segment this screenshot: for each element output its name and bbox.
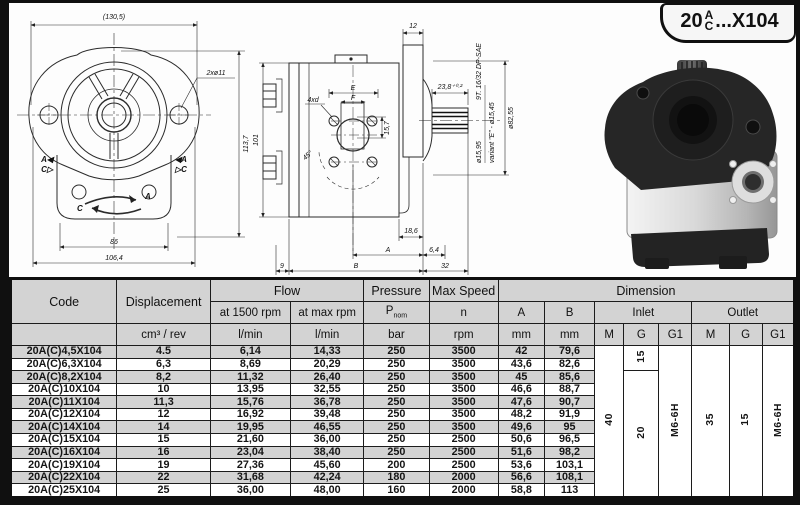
cell-disp: 10 (117, 383, 210, 396)
cell-code: 20A(C)14X104 (11, 421, 117, 434)
cell-disp: 4.5 (117, 346, 210, 359)
side-dim-flange-thickness: 12 (409, 23, 417, 30)
side-dim-9: 9 (280, 263, 284, 270)
cell-speed: 2500 (429, 446, 498, 459)
cell-speed: 3500 (429, 396, 498, 409)
col-header-b: B (544, 302, 594, 324)
cell-flow1500: 16,92 (210, 408, 290, 421)
col-header-pressure-symbol (364, 302, 429, 324)
front-right-port-a-label: ◀A (175, 155, 187, 164)
cell-speed: 2500 (429, 459, 498, 472)
cell-disp: 11,3 (117, 396, 210, 409)
inlet-m-value: 40 (602, 413, 615, 426)
front-dim-mount-holes: 2xø11 (206, 70, 226, 77)
cell-b: 90,7 (544, 396, 594, 409)
cell-pressure: 250 (364, 396, 429, 409)
side-angle-label: 45° (301, 149, 315, 163)
cell-b: 98,2 (544, 446, 594, 459)
cell-code: 20A(C)15X104 (11, 434, 117, 447)
cell-code: 20A(C)25X104 (11, 484, 117, 498)
side-dim-e: E (350, 85, 356, 92)
front-dim-mount-spacing: 106,4 (105, 255, 123, 262)
col-header-max-speed: Max Speed (429, 279, 498, 302)
model-variant-a: A (704, 7, 714, 22)
cell-pressure: 250 (364, 346, 429, 359)
cell-a: 43,6 (498, 358, 544, 371)
cell-pressure: 180 (364, 471, 429, 484)
cell-b: 85,6 (544, 371, 594, 384)
unit-b: mm (544, 324, 594, 346)
col-header-a: A (498, 302, 544, 324)
cell-b: 82,6 (544, 358, 594, 371)
cell-code: 20A(C)11X104 (11, 396, 117, 409)
unit-code-empty (11, 324, 117, 346)
table-row (11, 346, 795, 359)
unit-flow-1500: l/min (210, 324, 290, 346)
cell-flowmax: 26,40 (291, 371, 364, 384)
side-dim-f: F (350, 95, 356, 102)
cell-speed: 2000 (429, 484, 498, 498)
cell-speed: 3500 (429, 346, 498, 359)
pump-body (604, 60, 777, 269)
side-view-geometry (263, 45, 501, 255)
front-right-port-c-label: ▷C (175, 165, 187, 174)
specification-table (9, 277, 796, 499)
cell-a: 49,6 (498, 421, 544, 434)
cell-a: 45 (498, 371, 544, 384)
cell-flow1500: 36,00 (210, 484, 290, 498)
cell-flowmax: 38,40 (291, 446, 364, 459)
unit-displacement: cm³ / rev (117, 324, 210, 346)
cell-code: 20A(C)8,2X104 (11, 371, 117, 384)
cell-flow1500: 15,76 (210, 396, 290, 409)
unit-speed: rpm (429, 324, 498, 346)
unit-pressure: bar (364, 324, 429, 346)
unit-a: mm (498, 324, 544, 346)
side-bolt-holes-label: 4xd (307, 97, 319, 104)
front-dim-overall-width: (130,5) (102, 14, 126, 21)
col-header-outlet-g: G (729, 324, 762, 346)
side-pilot-diameter: ø82,55 (508, 107, 515, 129)
cell-inlet-g1 (659, 346, 692, 498)
cell-a: 47,6 (498, 396, 544, 409)
cell-code: 20A(C)19X104 (11, 459, 117, 472)
product-photo (601, 58, 793, 270)
cell-disp: 8,2 (117, 371, 210, 384)
outlet-m-value: 35 (704, 413, 717, 426)
cell-disp: 25 (117, 484, 210, 498)
cell-b: 88,7 (544, 383, 594, 396)
cell-flow1500: 11,32 (210, 371, 290, 384)
side-dim-b: B (353, 263, 359, 270)
side-dim-port-offset: 15,7 (384, 121, 391, 135)
cell-b: 108,1 (544, 471, 594, 484)
cell-code: 20A(C)10X104 (11, 383, 117, 396)
technical-drawing-area (9, 3, 796, 277)
col-header-inlet: Inlet (595, 302, 692, 324)
cell-flowmax: 36,78 (291, 396, 364, 409)
cell-pressure: 160 (364, 484, 429, 498)
side-dim-a: A (385, 247, 391, 254)
front-rotation-c-label: C (77, 204, 83, 213)
unit-flow-max: l/min (291, 324, 364, 346)
side-dim-shaft-length: 23,8⁺⁰·² (437, 84, 463, 91)
cell-flow1500: 6,14 (210, 346, 290, 359)
cell-pressure: 250 (364, 408, 429, 421)
cell-disp: 12 (117, 408, 210, 421)
side-dim-18-6: 18,6 (404, 228, 418, 235)
front-view-drawing (9, 5, 259, 277)
cell-flowmax: 42,24 (291, 471, 364, 484)
inlet-g-rest-value: 20 (635, 425, 648, 439)
cell-pressure: 250 (364, 358, 429, 371)
cell-inlet-g-rest (624, 371, 659, 498)
col-header-outlet-m: M (692, 324, 729, 346)
front-left-port-a-label: A◀ (41, 155, 53, 164)
cell-flow1500: 31,68 (210, 471, 290, 484)
col-header-outlet-g1: G1 (762, 324, 794, 346)
cell-outlet-m (692, 346, 729, 498)
outlet-g-value: 15 (739, 413, 752, 426)
col-header-inlet-m: M (595, 324, 624, 346)
cell-b: 95 (544, 421, 594, 434)
cell-a: 51,6 (498, 446, 544, 459)
cell-speed: 3500 (429, 383, 498, 396)
cell-flow1500: 21,60 (210, 434, 290, 447)
cell-speed: 3500 (429, 408, 498, 421)
cell-speed: 3500 (429, 371, 498, 384)
cell-flowmax: 36,00 (291, 434, 364, 447)
cell-code: 20A(C)22X104 (11, 471, 117, 484)
cell-disp: 19 (117, 459, 210, 472)
cell-flowmax: 48,00 (291, 484, 364, 498)
cell-speed: 2000 (429, 471, 498, 484)
col-header-pressure: Pressure (364, 279, 429, 302)
cell-flow1500: 19,95 (210, 421, 290, 434)
col-header-outlet: Outlet (692, 302, 795, 324)
cell-a: 53,6 (498, 459, 544, 472)
cell-outlet-g1 (762, 346, 794, 498)
side-shaft-variant: variant "E" - ø15,45 (489, 102, 496, 163)
cell-pressure: 250 (364, 383, 429, 396)
inlet-g1-value: M6-6H (669, 402, 682, 437)
cell-pressure: 250 (364, 371, 429, 384)
cell-code: 20A(C)16X104 (11, 446, 117, 459)
cell-a: 46,6 (498, 383, 544, 396)
cell-b: 113 (544, 484, 594, 498)
side-view-dimension-lines (259, 29, 509, 275)
cell-disp: 22 (117, 471, 210, 484)
cell-flow1500: 13,95 (210, 383, 290, 396)
cell-a: 58,8 (498, 484, 544, 498)
inlet-g-first-value: 15 (635, 350, 648, 364)
cell-a: 50,6 (498, 434, 544, 447)
col-header-flow: Flow (210, 279, 364, 302)
cell-pressure: 250 (364, 421, 429, 434)
cell-flow1500: 27,36 (210, 459, 290, 472)
col-header-displacement: Displacement (117, 279, 210, 324)
side-dim-body-width: 101 (253, 134, 260, 146)
cell-b: 103,1 (544, 459, 594, 472)
front-left-port-c-label: C▷ (41, 165, 53, 174)
cell-disp: 6,3 (117, 358, 210, 371)
front-dim-height: 113,7 (243, 135, 250, 153)
side-shaft-diameter: ø15,95 (476, 141, 483, 163)
model-badge (660, 3, 796, 43)
cell-pressure: 200 (364, 459, 429, 472)
col-header-code: Code (11, 279, 117, 324)
side-view-drawing (253, 5, 553, 277)
cell-code: 20A(C)6,3X104 (11, 358, 117, 371)
cell-a: 42 (498, 346, 544, 359)
cell-inlet-g-first (624, 346, 659, 371)
side-dim-6-4: 6,4 (429, 247, 439, 254)
model-variant-c: C (704, 18, 714, 33)
cell-inlet-m (595, 346, 624, 498)
front-rotation-a-label: A (145, 192, 151, 201)
outlet-g1-value: M6-6H (771, 402, 784, 437)
cell-flowmax: 39,48 (291, 408, 364, 421)
cell-flow1500: 8,69 (210, 358, 290, 371)
col-header-inlet-g1: G1 (659, 324, 692, 346)
col-header-dimension: Dimension (498, 279, 794, 302)
cell-speed: 3500 (429, 358, 498, 371)
cell-flowmax: 32,55 (291, 383, 364, 396)
cell-outlet-g (729, 346, 762, 498)
cell-b: 79,6 (544, 346, 594, 359)
front-view-geometry (17, 33, 211, 249)
cell-disp: 14 (117, 421, 210, 434)
cell-speed: 3500 (429, 421, 498, 434)
col-header-flow-1500: at 1500 rpm (210, 302, 290, 324)
cell-b: 96,5 (544, 434, 594, 447)
side-spline-spec: 9T. 16/32 DP-SAE (476, 43, 483, 100)
cell-flowmax: 46,55 (291, 421, 364, 434)
pressure-symbol: P (385, 305, 394, 318)
model-variant-stack (704, 7, 714, 33)
col-header-flow-max: at max rpm (291, 302, 364, 324)
col-header-speed-symbol: n (429, 302, 498, 324)
model-suffix: ...X104 (715, 10, 779, 32)
cell-flow1500: 23,04 (210, 446, 290, 459)
model-prefix: 20 (680, 10, 703, 32)
front-dim-port-spacing: 86 (110, 239, 118, 246)
side-dim-32: 32 (441, 263, 449, 270)
cell-flowmax: 20,29 (291, 358, 364, 371)
cell-a: 56,6 (498, 471, 544, 484)
cell-code: 20A(C)4,5X104 (11, 346, 117, 359)
col-header-inlet-g: G (624, 324, 659, 346)
front-view-dimension-lines (31, 21, 245, 267)
cell-flowmax: 14,33 (291, 346, 364, 359)
pressure-symbol-sub: nom (393, 312, 408, 320)
cell-disp: 16 (117, 446, 210, 459)
cell-speed: 2500 (429, 434, 498, 447)
cell-flowmax: 45,60 (291, 459, 364, 472)
cell-disp: 15 (117, 434, 210, 447)
cell-b: 91,9 (544, 408, 594, 421)
cell-a: 48,2 (498, 408, 544, 421)
cell-pressure: 250 (364, 446, 429, 459)
cell-pressure: 250 (364, 434, 429, 447)
cell-code: 20A(C)12X104 (11, 408, 117, 421)
